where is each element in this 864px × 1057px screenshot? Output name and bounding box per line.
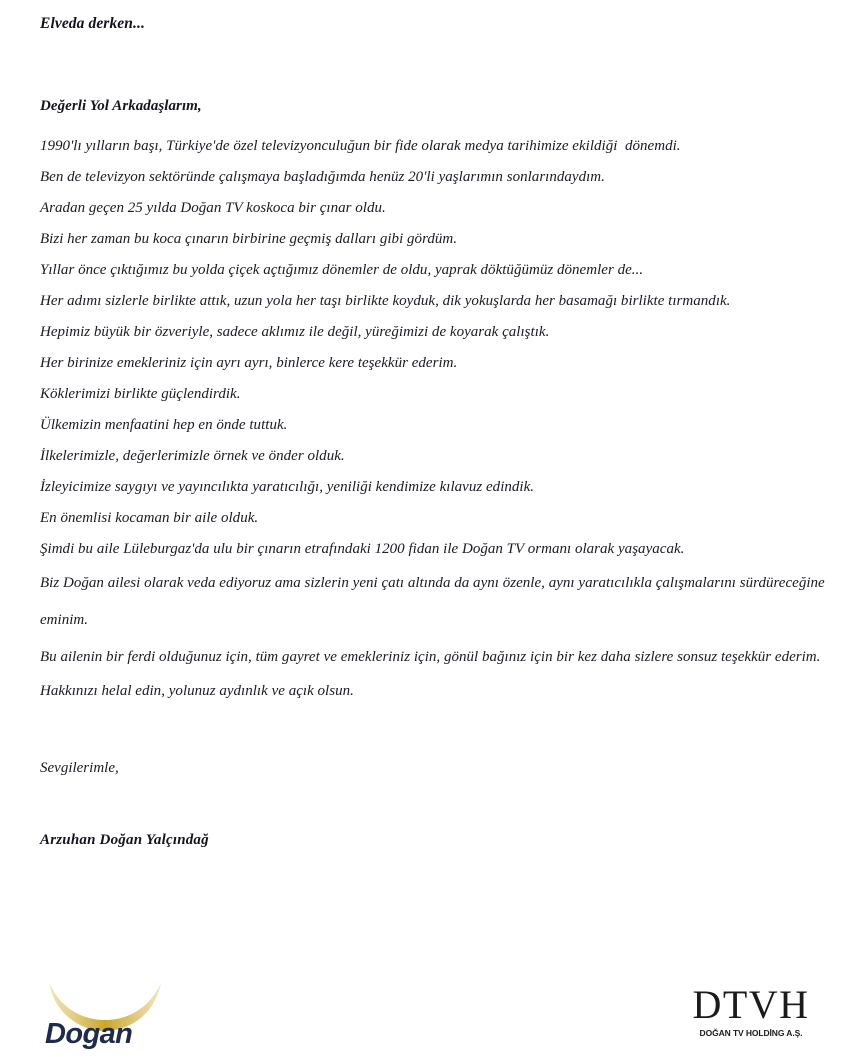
paragraph: Aradan geçen 25 yılda Doğan TV koskoca bir çınar oldu. [40, 200, 386, 216]
letter-body [40, 0, 830, 851]
dogan-wordmark: Dogan [45, 1018, 133, 1050]
paragraph: Her birinize emekleriniz için ayrı ayrı, binlerce kere teşekkür ederim. [40, 355, 458, 371]
dtvh-logo [666, 984, 836, 1039]
paragraph: Hakkınızı helal edin, yolunuz aydınlık ve açık olsun. [40, 683, 354, 699]
salutation: Değerli Yol Arkadaşlarım, [40, 98, 202, 114]
paragraph: Bu ailenin bir ferdi olduğunuz için, tüm gayret ve emekleriniz için, gönül bağınız için bir kez daha sizlere sonsuz teşekkür ederim. [40, 649, 821, 665]
closing-line: Sevgilerimle, [40, 760, 119, 776]
dtvh-subtitle: DOĞAN TV HOLDİNG A.Ş. [699, 1028, 803, 1038]
page-title: Elveda derken... [40, 15, 145, 32]
paragraph: Ben de televizyon sektöründe çalışmaya başladığımda henüz 20'li yaşlarımın sonlarındaydım. [40, 169, 605, 185]
paragraph-list [40, 116, 830, 707]
dogan-logo [45, 977, 165, 1049]
paragraph: Şimdi bu aile Lüleburgaz'da ulu bir çınarın etrafındaki 1200 fidan ile Doğan TV ormanı olarak yaşayacak. [40, 541, 685, 557]
paragraph: Her adımı sizlerle birlikte attık, uzun yola her taşı birlikte koyduk, dik yokuşlarda her basamağı birlikte tırmandık. [40, 293, 731, 309]
paragraph: İzleyicimize saygıyı ve yayıncılıkta yaratıcılığı, yeniliği kendimize kılavuz edindik. [40, 479, 535, 495]
paragraph: İlkelerimizle, değerlerimizle örnek ve önder olduk. [40, 448, 345, 464]
signature-name: Arzuhan Doğan Yalçındağ [40, 832, 209, 848]
paragraph: Köklerimizi birlikte güçlendirdik. [40, 386, 241, 402]
paragraph: Yıllar önce çıktığımız bu yolda çiçek açtığımız dönemler de oldu, yaprak döktüğümüz dönemler de... [40, 262, 644, 278]
dtvh-mark: DTVH [692, 982, 810, 1027]
paragraph: Biz Doğan ailesi olarak veda ediyoruz ama sizlerin yeni çatı altında da aynı özenle, aynı yaratıcılıkla çalışmalarını sürdüreceğine eminim. [40, 575, 829, 628]
paragraph: En önemlisi kocaman bir aile olduk. [40, 510, 259, 526]
footer [0, 947, 864, 1057]
paragraph: Hepimiz büyük bir özveriyle, sadece aklımız ile değil, yüreğimizi de koyarak çalıştık. [40, 324, 550, 340]
paragraph: 1990'lı yılların başı, Türkiye'de özel televizyonculuğun bir fide olarak medya tarihimize ekildiği dönemdi. [40, 138, 681, 154]
paragraph: Bizi her zaman bu koca çınarın birbirine geçmiş dalları gibi gördüm. [40, 231, 458, 247]
paragraph: Ülkemizin menfaatini hep en önde tuttuk. [40, 417, 288, 433]
